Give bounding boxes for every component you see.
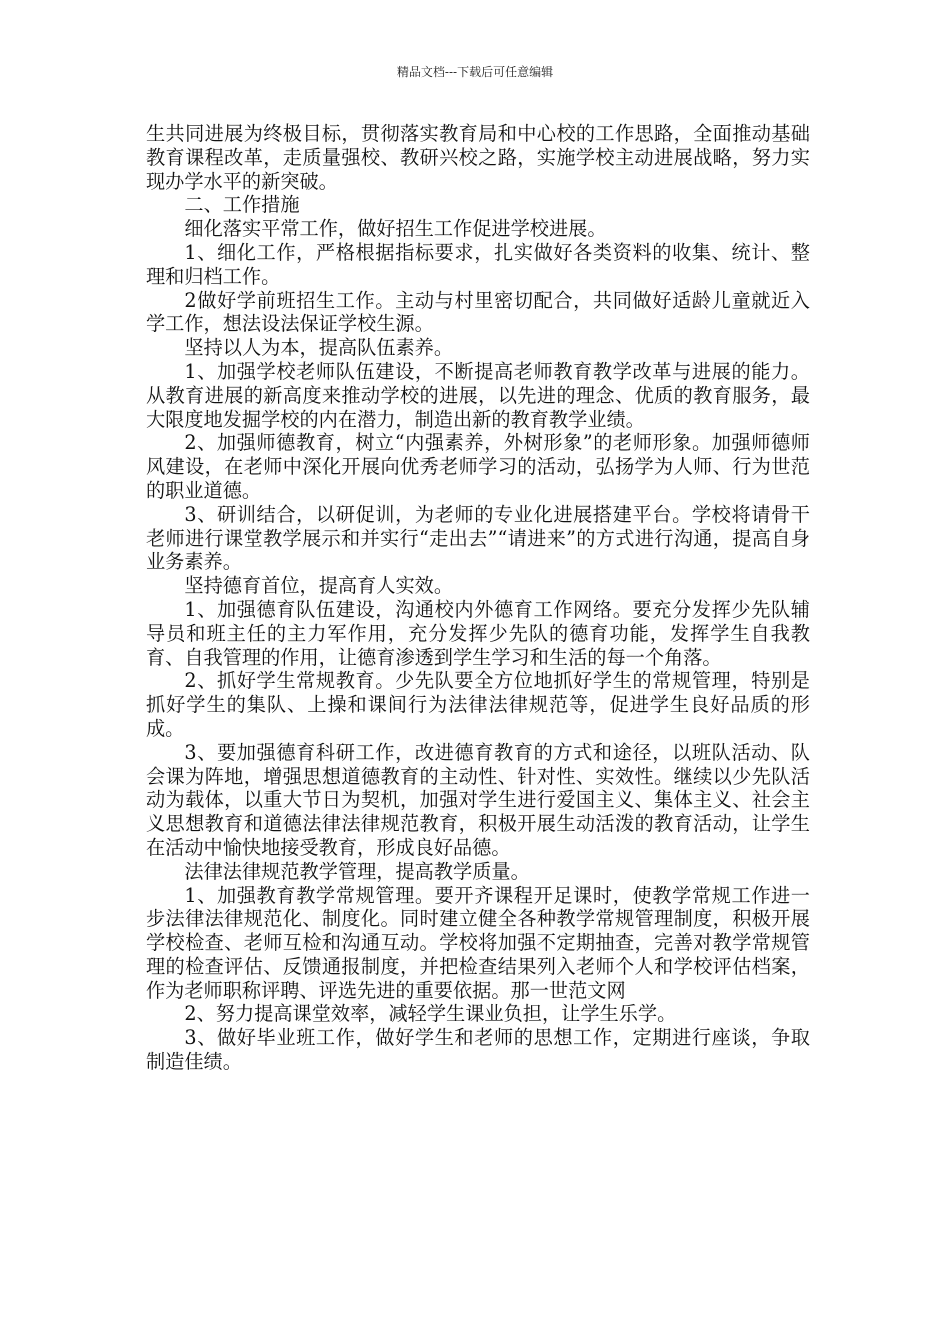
- paragraph: 1、细化工作，严格根据指标要求，扎实做好各类资料的收集、统计、整理和归档工作。: [146, 240, 810, 288]
- paragraph: 生共同进展为终极目标，贯彻落实教育局和中心校的工作思路，全面推动基础教育课程改革，走质量强校、教研兴校之路，实施学校主动进展战略，努力实现办学水平的新突破。: [146, 122, 810, 193]
- paragraph: 2、加强师德教育，树立“内强素养，外树形象”的老师形象。加强师德师风建设，在老师中深化开展向优秀老师学习的活动，弘扬学为人师、行为世范的职业道德。: [146, 431, 810, 502]
- paragraph: 3、要加强德育科研工作，改进德育教育的方式和途径，以班队活动、队会课为阵地，增强思想道德教育的主动性、针对性、实效性。继续以少先队活动为载体，以重大节日为契机，加强对学生进行爱国主义、集体主义、社会主义思想教育和道德法律法律规范教育，积极开展生动活泼的教育活动，让学生在活动中愉快地接受教育，形成良好品德。: [146, 740, 810, 859]
- subsection-heading: 细化落实平常工作，做好招生工作促进学校进展。: [184, 217, 607, 241]
- paragraph: 1、加强德育队伍建设，沟通校内外德育工作网络。要充分发挥少先队辅导员和班主任的主力军作用，充分发挥少先队的德育功能，发挥学生自我教育、自我管理的作用，让德育渗透到学生学习和生活的每一个角落。: [146, 597, 810, 669]
- paragraph: 2、抓好学生常规教育。少先队要全方位地抓好学生的常规管理，特别是抓好学生的集队、上操和课间行为法律法律规范等，促进学生良好品质的形成。: [146, 669, 810, 740]
- section-heading: 二、工作措施: [184, 193, 300, 217]
- page-header: 精品文档---下载后可任意编辑: [396, 65, 554, 79]
- paragraph: 2做好学前班招生工作。主动与村里密切配合，共同做好适龄儿童就近入学工作，想法设法保证学校生源。: [146, 288, 810, 336]
- paragraph: 3、做好毕业班工作，做好学生和老师的思想工作，定期进行座谈，争取制造佳绩。: [146, 1026, 810, 1074]
- paragraph: 3、研训结合，以研促训，为老师的专业化进展搭建平台。学校将请骨干老师进行课堂教学展示和并实行“走出去”“请进来”的方式进行沟通，提高自身业务素养。: [146, 502, 810, 574]
- paragraph: 1、加强学校老师队伍建设，不断提高老师教育教学改革与进展的能力。从教育进展的新高度来推动学校的进展，以先进的理念、优质的教育服务，最大限度地发掘学校的内在潜力，制造出新的教育教学业绩。: [146, 359, 810, 431]
- document-body: [146, 122, 810, 1074]
- subsection-heading: 坚持德育首位，提高育人实效。: [184, 574, 454, 598]
- subsection-heading: 法律法律规范教学管理，提高教学质量。: [184, 859, 530, 883]
- paragraph: 1、加强教育教学常规管理。要开齐课程开足课时，使教学常规工作进一步法律法律规范化、制度化。同时建立健全各种教学常规管理制度，积极开展学校检查、老师互检和沟通互动。学校将加强不定期抽查，完善对教学常规管理的检查评估、反馈通报制度，并把检查结果列入老师个人和学校评估档案，作为老师职称评聘、评选先进的重要依据。那一世范文网: [146, 883, 810, 1002]
- subsection-heading: 坚持以人为本，提高队伍素养。: [184, 336, 454, 360]
- paragraph: 2、努力提高课堂效率，减轻学生课业负担，让学生乐学。: [184, 1002, 677, 1026]
